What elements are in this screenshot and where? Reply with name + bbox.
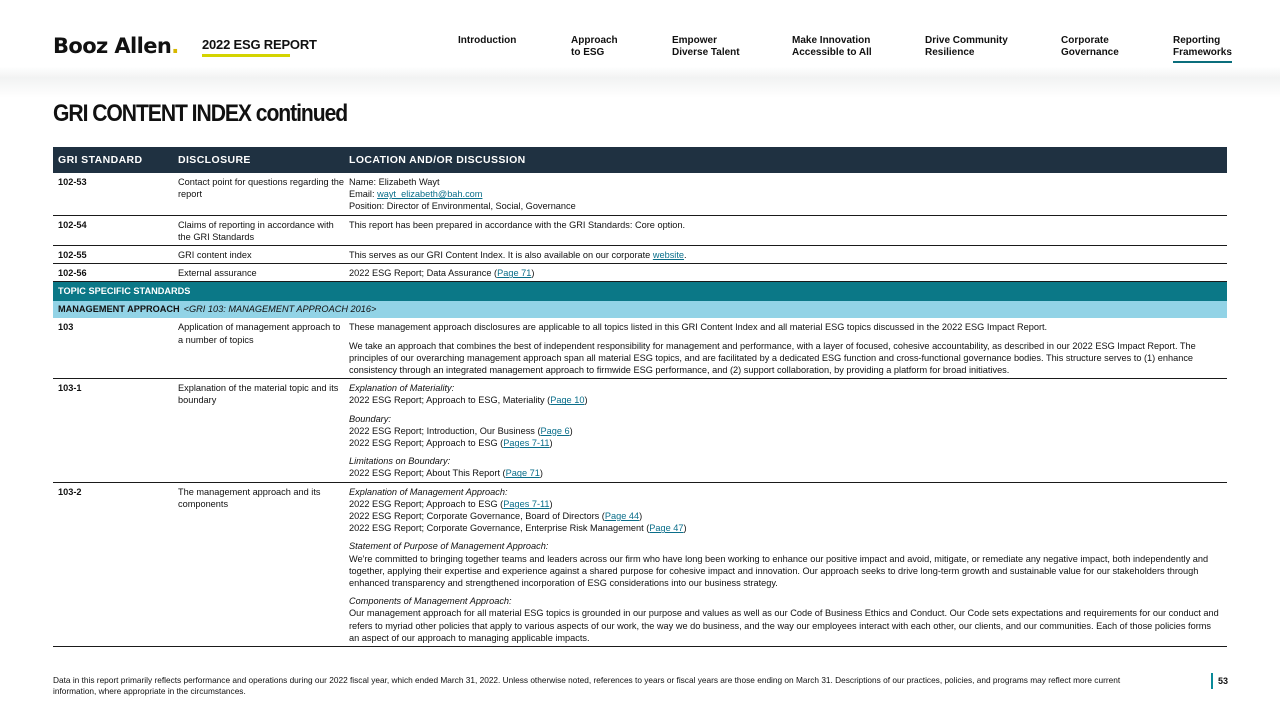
nav-approach-to-esg[interactable]: [571, 35, 618, 59]
page-link[interactable]: Page 44: [604, 511, 640, 522]
location-suffix: .: [684, 250, 687, 261]
nav-label: Approach: [571, 35, 618, 46]
reference-close: ): [549, 498, 553, 509]
reference-close: ): [683, 523, 687, 534]
table-header-row: [53, 147, 1227, 173]
reference-line: [349, 394, 1221, 406]
nav-corporate-governance[interactable]: [1061, 35, 1119, 59]
subsection-reference: <GRI 103: MANAGEMENT APPROACH 2016>: [183, 304, 377, 315]
gri-standard-cell: 103: [58, 322, 74, 333]
subsection-title: MANAGEMENT APPROACH: [58, 304, 180, 315]
paragraph: Our management approach for all material ESG topics is grounded in our purpose and values as well as our Code of Business Ethics and Conduct. Our Code sets expectations and requirements for our conduct and refers to myriad other policies that apply to various aspects of our work, the way we do business, and the way our employees interact with each other, our clients, and our communities. Each of those policies forms an aspect of our approach to managing applicable impacts.: [349, 608, 1219, 643]
nav-label: Empower: [672, 35, 718, 46]
contact-email-line: [349, 188, 1221, 200]
components-block: [349, 595, 1221, 644]
column-header-disclosure: DISCLOSURE: [178, 153, 251, 166]
nav-introduction[interactable]: [458, 35, 516, 47]
location-suffix: ): [531, 268, 535, 279]
paragraph: We take an approach that combines the best of independent responsibility for management and performance, with a layer of focused, cohesive accountability, as described in our 2022 ESG Impact Report. The principles of our overarching management approach span all material ESG topics, and are facilitated by a dedicated ESG function and cross-functional governance bodies. This structure serves to (1) enhance consistency through an integrated management approach to firmwide ESG performance, and (2) support collaboration, by providing a platform for broad initiatives.: [349, 340, 1196, 376]
subheading: Statement of Purpose of Management Approach:: [349, 541, 549, 552]
location-text: This serves as our GRI Content Index. It is also available on our corporate: [349, 250, 653, 261]
page-link[interactable]: Page 71: [497, 268, 532, 279]
page-link[interactable]: Pages 7-11: [503, 498, 550, 509]
reference-close: ): [569, 425, 573, 436]
reference-line: [349, 425, 1221, 437]
boundary-block: [349, 413, 1221, 450]
disclosure-cell: Contact point for questions regarding the report: [178, 177, 344, 200]
contact-position: Position: Director of Environmental, Social, Governance: [349, 201, 576, 212]
reference-line: [349, 522, 1221, 534]
gri-content-table: [53, 147, 1227, 647]
limitations-block: [349, 455, 1221, 479]
reference-text: 2022 ESG Report; Corporate Governance, Board of Directors (: [349, 511, 605, 522]
gri-standard-cell: 102-54: [58, 219, 87, 230]
disclosure-cell: GRI content index: [178, 250, 252, 261]
subheading: Boundary:: [349, 413, 391, 424]
website-link[interactable]: website: [652, 250, 685, 261]
reference-close: ): [639, 511, 643, 522]
gri-standard-cell: 103-2: [58, 486, 82, 497]
nav-empower-diverse-talent[interactable]: [672, 35, 740, 59]
brand-dot: .: [171, 34, 179, 58]
table-row: [53, 216, 1227, 246]
table-row: [53, 379, 1227, 482]
subheading: Explanation of Management Approach:: [349, 486, 508, 497]
gri-standard-cell: 102-56: [58, 268, 87, 279]
footnote: Data in this report primarily reflects performance and operations during our 2022 fiscal year, which ended March 31, 2022. Unless otherwise noted, references to years or fiscal years are those ending on March 31. Descriptions of our practices, policies, and programs may reflect more current information, where appropriate in the circumstances.: [53, 675, 1121, 696]
nav-reporting-frameworks[interactable]: [1173, 35, 1232, 63]
purpose-block: [349, 540, 1221, 589]
subheading: Explanation of Materiality:: [349, 383, 455, 394]
nav-label: Drive Community: [925, 35, 1008, 46]
materiality-block: [349, 382, 1221, 406]
nav-label: Make Innovation: [792, 35, 871, 46]
location-cell: This report has been prepared in accordance with the GRI Standards: Core option.: [349, 219, 686, 230]
location-cell: [344, 321, 1227, 376]
brand-name: Booz Allen: [53, 34, 172, 58]
section-topic-specific-standards: TOPIC SPECIFIC STANDARDS: [53, 282, 1227, 301]
location-cell: [344, 267, 1227, 279]
nav-make-innovation-accessible[interactable]: [792, 35, 872, 59]
paragraph: We're committed to bringing together teams and leaders across our firm who have long been working to enhance our positive impact and avoid, mitigate, or remediate any negative impact, both independently and together, applying their expertise and experience against a shared purpose for cohesive impact and innovation. Our approach seeks to drive long-term growth and sustainable value for our stakeholders through enhanced transparency and strengthened incorporation of ESG considerations into our business strategy.: [349, 553, 1209, 589]
gri-standard-cell: 102-55: [58, 250, 87, 261]
email-prefix: Email:: [349, 189, 378, 200]
table-row: [53, 246, 1227, 264]
nav-label: Introduction: [458, 35, 517, 46]
location-cell: [344, 486, 1227, 644]
paragraph: These management approach disclosures are applicable to all topics listed in this GRI Content Index and all material ESG topics discussed in the 2022 ESG Impact Report.: [349, 322, 1048, 333]
nav-label: Diverse Talent: [672, 47, 740, 58]
subsection-management-approach: [53, 301, 1227, 318]
reference-close: ): [549, 438, 553, 449]
location-cell: [344, 382, 1227, 479]
email-link[interactable]: wayt_elizabeth@bah.com: [377, 189, 483, 200]
page-link[interactable]: Page 47: [649, 523, 684, 534]
explanation-block: [349, 486, 1221, 535]
reference-text: 2022 ESG Report; Approach to ESG (: [349, 438, 504, 449]
nav-label: Accessible to All: [792, 47, 872, 58]
gri-standard-cell: 102-53: [58, 177, 87, 187]
page-link[interactable]: Page 6: [540, 425, 570, 436]
location-cell: [344, 176, 1227, 213]
location-text: 2022 ESG Report; Data Assurance (: [349, 268, 498, 279]
nav-label: Resilience: [925, 47, 975, 58]
disclosure-cell: Claims of reporting in accordance with the GRI Standards: [178, 219, 334, 242]
reference-text: 2022 ESG Report; Approach to ESG (: [349, 498, 504, 509]
header-shadow: [0, 78, 1280, 98]
report-underline: [202, 54, 290, 57]
disclosure-cell: External assurance: [178, 268, 257, 279]
reference-line: [349, 498, 1221, 510]
table-row: [53, 483, 1227, 647]
nav-label: to ESG: [571, 47, 605, 58]
brand-logo[interactable]: [53, 34, 179, 58]
report-label: 2022 ESG REPORT: [202, 37, 317, 52]
location-cell: [344, 249, 1227, 261]
subheading: Components of Management Approach:: [349, 596, 512, 607]
page-title: GRI CONTENT INDEX continued: [53, 100, 348, 127]
nav-drive-community-resilience[interactable]: [925, 35, 1008, 59]
reference-text: 2022 ESG Report; Approach to ESG, Materiality (: [349, 395, 551, 406]
reference-text: 2022 ESG Report; Corporate Governance, Enterprise Risk Management (: [349, 523, 650, 534]
nav-label: Reporting: [1173, 35, 1221, 46]
disclosure-cell: Application of management approach to a number of topics: [178, 322, 341, 345]
reference-text: 2022 ESG Report; About This Report (: [349, 468, 506, 479]
reference-line: [349, 467, 1221, 479]
reference-close: ): [584, 395, 588, 406]
contact-name: Name: Elizabeth Wayt: [349, 177, 440, 187]
subheading: Limitations on Boundary:: [349, 456, 451, 467]
reference-line: [349, 510, 1221, 522]
page-link[interactable]: Page 71: [505, 468, 540, 479]
reference-close: ): [539, 468, 543, 479]
page-number: 53: [1211, 673, 1228, 689]
nav-label: Corporate: [1061, 35, 1109, 46]
page-link[interactable]: Page 10: [550, 395, 585, 406]
nav-label: Frameworks: [1173, 47, 1232, 58]
page-link[interactable]: Pages 7-11: [503, 438, 550, 449]
column-header-gri-standard: GRI STANDARD: [58, 153, 143, 166]
disclosure-cell: Explanation of the material topic and its boundary: [178, 383, 339, 406]
disclosure-cell: The management approach and its components: [178, 486, 321, 509]
table-row: [53, 264, 1227, 282]
reference-text: 2022 ESG Report; Introduction, Our Business (: [349, 425, 541, 436]
reference-line: [349, 437, 1221, 449]
nav-label: Governance: [1061, 47, 1119, 58]
column-header-location: LOCATION AND/OR DISCUSSION: [349, 153, 526, 166]
table-row: [53, 173, 1227, 216]
table-row: [53, 318, 1227, 379]
gri-standard-cell: 103-1: [58, 383, 82, 394]
